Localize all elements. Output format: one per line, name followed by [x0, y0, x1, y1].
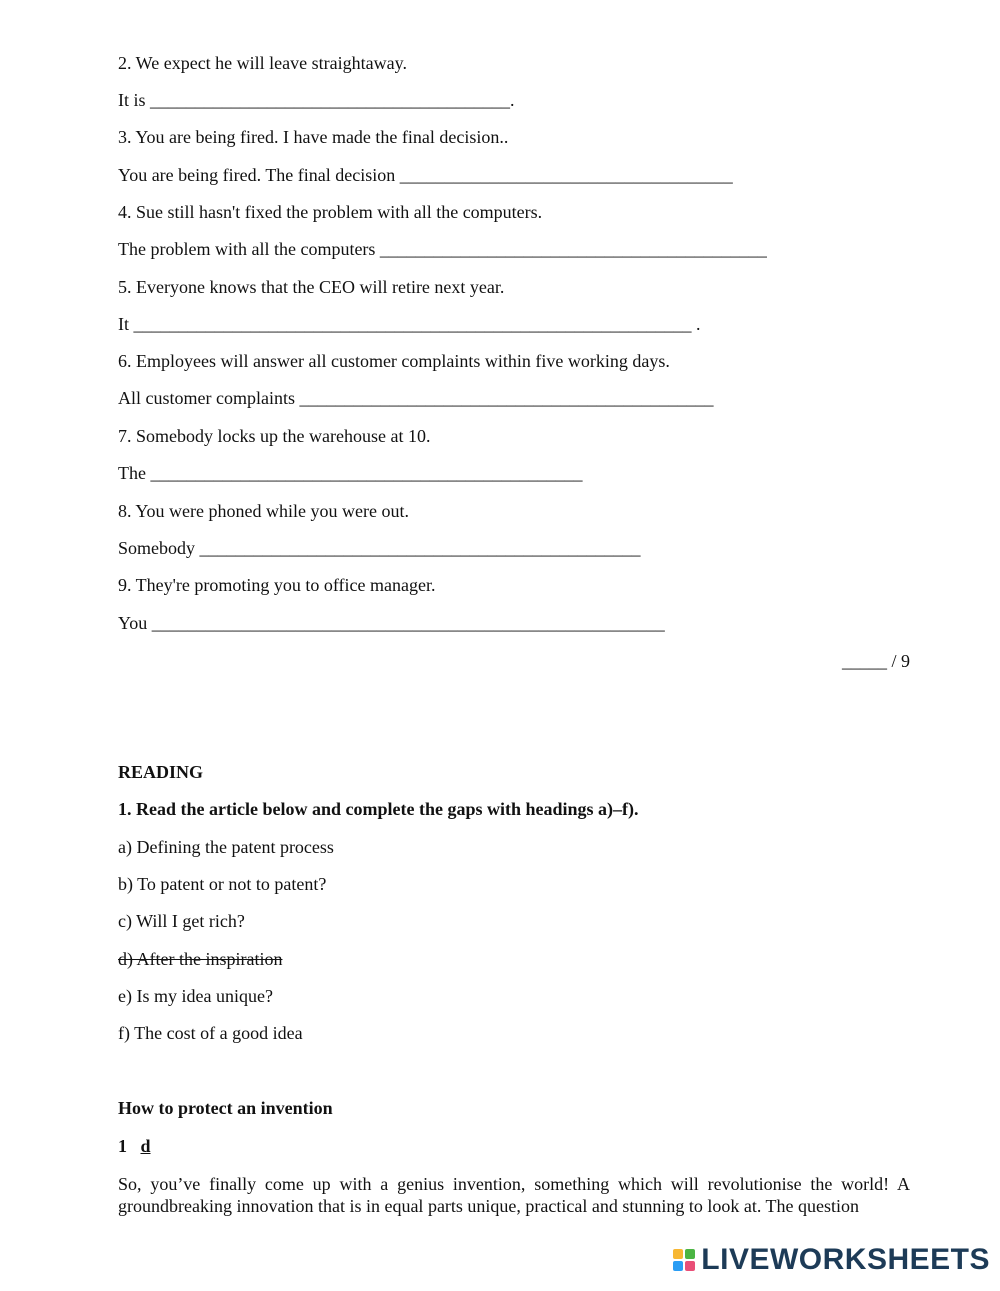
answer-line-4: The problem with all the computers ___________________________________________ — [118, 239, 767, 259]
option-a: a) Defining the patent process — [118, 837, 334, 857]
option-b: b) To patent or not to patent? — [118, 874, 327, 894]
score-field: _____ / 9 — [841, 651, 910, 671]
answer-line-7: The ________________________________________________ — [118, 463, 583, 483]
question-7: 7. Somebody locks up the warehouse at 10. — [118, 426, 431, 446]
article-paragraph: So, you’ve finally come up with a genius invention, something which will revolutionise the world! A groundbreaking innovation that is in equal parts unique, practical and stunning to look at. The question — [118, 1174, 910, 1216]
section-heading: READING — [118, 762, 204, 782]
answer-line-3: You are being fired. The final decision _____________________________________ — [118, 165, 733, 185]
question-8: 8. You were phoned while you were out. — [118, 501, 409, 521]
reading-instruction: 1. Read the article below and complete the gaps with headings a)–f). — [118, 799, 639, 819]
article-title: How to protect an invention — [118, 1098, 333, 1118]
answer-line-2: It is ________________________________________. — [118, 90, 515, 110]
gap-1 — [118, 1135, 151, 1157]
answer-line-9: You _________________________________________________________ — [118, 613, 665, 633]
option-c: c) Will I get rich? — [118, 911, 245, 931]
question-2: 2. We expect he will leave straightaway. — [118, 53, 407, 73]
question-3: 3. You are being fired. I have made the final decision.. — [118, 127, 509, 147]
liveworksheets-logo — [673, 1243, 990, 1277]
answer-line-8: Somebody _________________________________________________ — [118, 538, 641, 558]
option-e: e) Is my idea unique? — [118, 986, 273, 1006]
answer-line-6: All customer complaints ______________________________________________ — [118, 388, 714, 408]
question-9: 9. They're promoting you to office manager. — [118, 575, 436, 595]
option-d: d) After the inspiration — [118, 949, 283, 969]
logo-blocks-icon — [673, 1249, 695, 1271]
question-5: 5. Everyone knows that the CEO will retire next year. — [118, 277, 505, 297]
question-4: 4. Sue still hasn't fixed the problem with all the computers. — [118, 202, 543, 222]
logo-text: LIVEWORKSHEETS — [701, 1243, 990, 1276]
gap-answer: d — [140, 1136, 151, 1156]
gap-number: 1 — [118, 1136, 127, 1156]
option-f: f) The cost of a good idea — [118, 1023, 303, 1043]
question-6: 6. Employees will answer all customer complaints within five working days. — [118, 351, 670, 371]
answer-line-5: It ______________________________________________________________ . — [118, 314, 701, 334]
